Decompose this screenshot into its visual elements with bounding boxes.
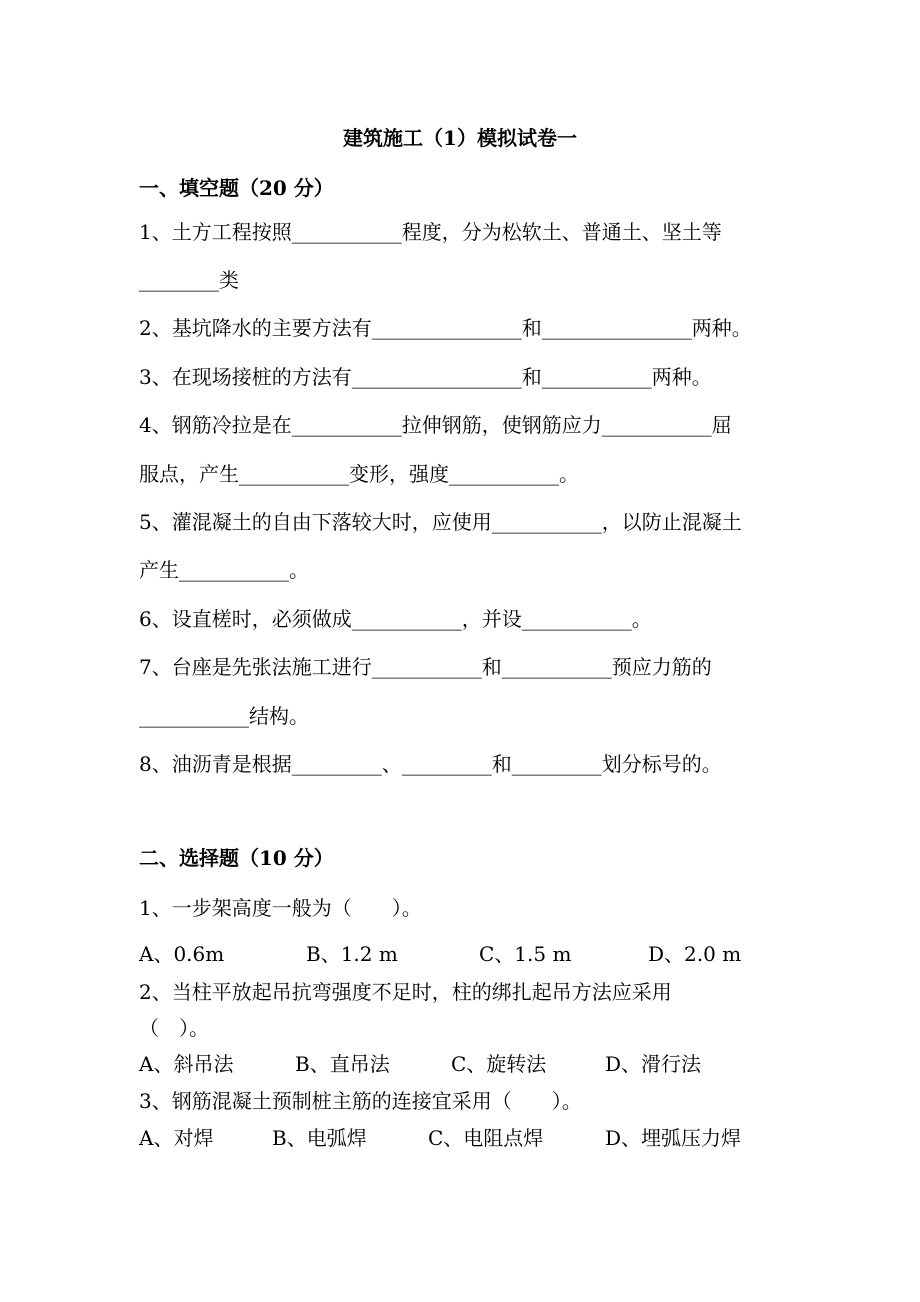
choice-q2-option-b: B、直吊法 — [295, 1052, 390, 1076]
fill-question-1: 1、土方工程按照___________程度，分为松软土、普通土、坚土等 — [139, 220, 722, 244]
choice-q1-option-a: A、0.6m — [139, 942, 225, 966]
choice-q1-option-c: C、1.5 m — [479, 942, 572, 966]
fill-question-2: 2、基坑降水的主要方法有_______________和_______________两种。 — [139, 316, 752, 340]
choice-question-3: 3、钢筋混凝土预制桩主筋的连接宜采用（ ）。 — [139, 1089, 582, 1113]
choice-q2-option-a: A、斜吊法 — [139, 1052, 234, 1076]
choice-q2-option-d: D、滑行法 — [605, 1052, 702, 1076]
fill-question-1-cont: ________类 — [139, 268, 239, 292]
choice-q2-option-c: C、旋转法 — [451, 1052, 547, 1076]
choice-question-2-cont: （ ）。 — [139, 1016, 209, 1040]
section2-heading: 二、选择题（10 分） — [139, 846, 334, 870]
choice-question-1: 1、一步架高度一般为（ ）。 — [139, 896, 422, 920]
fill-question-7: 7、台座是先张法施工进行___________和___________预应力筋的 — [139, 655, 712, 679]
choice-q3-option-a: A、对焊 — [139, 1126, 214, 1150]
exam-title: 建筑施工（1）模拟试卷一 — [343, 126, 577, 150]
choice-q3-option-c: C、电阻点焊 — [428, 1126, 544, 1150]
fill-question-7-cont: ___________结构。 — [139, 704, 309, 728]
section1-heading: 一、填空题（20 分） — [139, 176, 334, 200]
fill-question-8: 8、油沥青是根据_________、_________和_________划分标号的。 — [139, 752, 722, 776]
choice-q1-option-d: D、2.0 m — [648, 942, 742, 966]
fill-question-5-cont: 产生___________。 — [139, 558, 309, 582]
fill-question-5: 5、灌混凝土的自由下落较大时，应使用___________，以防止混凝土 — [139, 510, 742, 534]
choice-q1-option-b: B、1.2 m — [306, 942, 398, 966]
choice-question-2: 2、当柱平放起吊抗弯强度不足时，柱的绑扎起吊方法应采用 — [139, 980, 672, 1004]
choice-q3-option-b: B、电弧焊 — [272, 1126, 367, 1150]
fill-question-4: 4、钢筋冷拉是在___________拉伸钢筋，使钢筋应力___________屈 — [139, 413, 732, 437]
fill-question-4-cont: 服点，产生___________变形，强度___________。 — [139, 462, 579, 486]
fill-question-3: 3、在现场接桩的方法有_________________和___________两种。 — [139, 365, 712, 389]
fill-question-6: 6、设直槎时，必须做成___________，并设___________。 — [139, 607, 652, 631]
choice-q3-option-d: D、埋弧压力焊 — [605, 1126, 742, 1150]
